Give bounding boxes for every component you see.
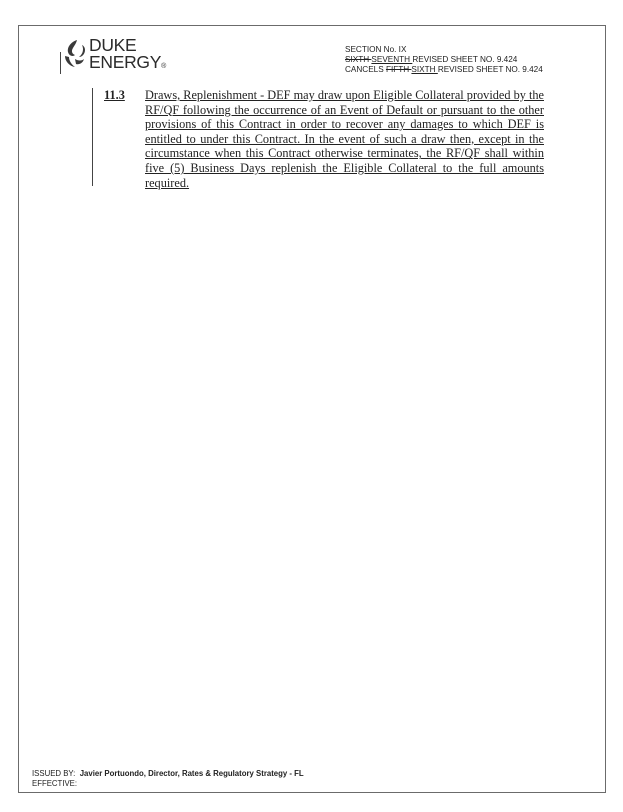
sheet-inserted-text: SEVENTH [371,55,413,64]
cancels-rest-text: REVISED SHEET NO. 9.424 [437,65,543,74]
logo-wordmark [89,37,166,75]
cancels-deleted-text: FIFTH [385,65,412,74]
cancels-prefix: CANCELS [345,65,386,74]
section-number: 11.3 [104,88,125,102]
issued-by-label: ISSUED BY: [32,769,76,778]
duke-energy-logo [62,37,182,77]
sheet-header [345,45,543,75]
logo-line-2 [89,54,166,75]
section-11-3 [104,88,544,190]
sheet-deleted-text: SIXTH [345,55,372,64]
header-change-bar [60,52,61,74]
effective-label: EFFECTIVE: [32,778,78,788]
issued-by-line [32,769,304,779]
section-body-text: Draws, Replenishment - DEF may draw upon Eligible Collateral provided by the RF/QF following the occurrence of an Event of Default or pursuant to the other provisions of this Contract in order to recover any damages to which DEF is entitled to under this Contract. In the event of such a draw then, except in the circumstance when this Contract otherwise terminates, the RF/QF shall within five (5) Business Days replenish the Eligible Collateral to the full amounts required. [145,88,544,190]
duke-energy-flame-icon [62,39,88,69]
logo-line-1: DUKE [89,35,137,55]
logo-line-2-text: ENERGY [89,52,162,72]
logo-registered-mark: ® [161,63,166,70]
sheet-number [345,55,543,65]
cancels-sheet [345,65,543,75]
body-change-bar [92,88,93,186]
sheet-rest-text: REVISED SHEET NO. 9.424 [412,55,518,64]
cancels-inserted-text: SIXTH [411,65,438,74]
section-label: SECTION No. IX [345,45,407,54]
page-footer [32,769,304,788]
issued-by-value: Javier Portuondo, Director, Rates & Regulatory Strategy - FL [79,769,304,778]
